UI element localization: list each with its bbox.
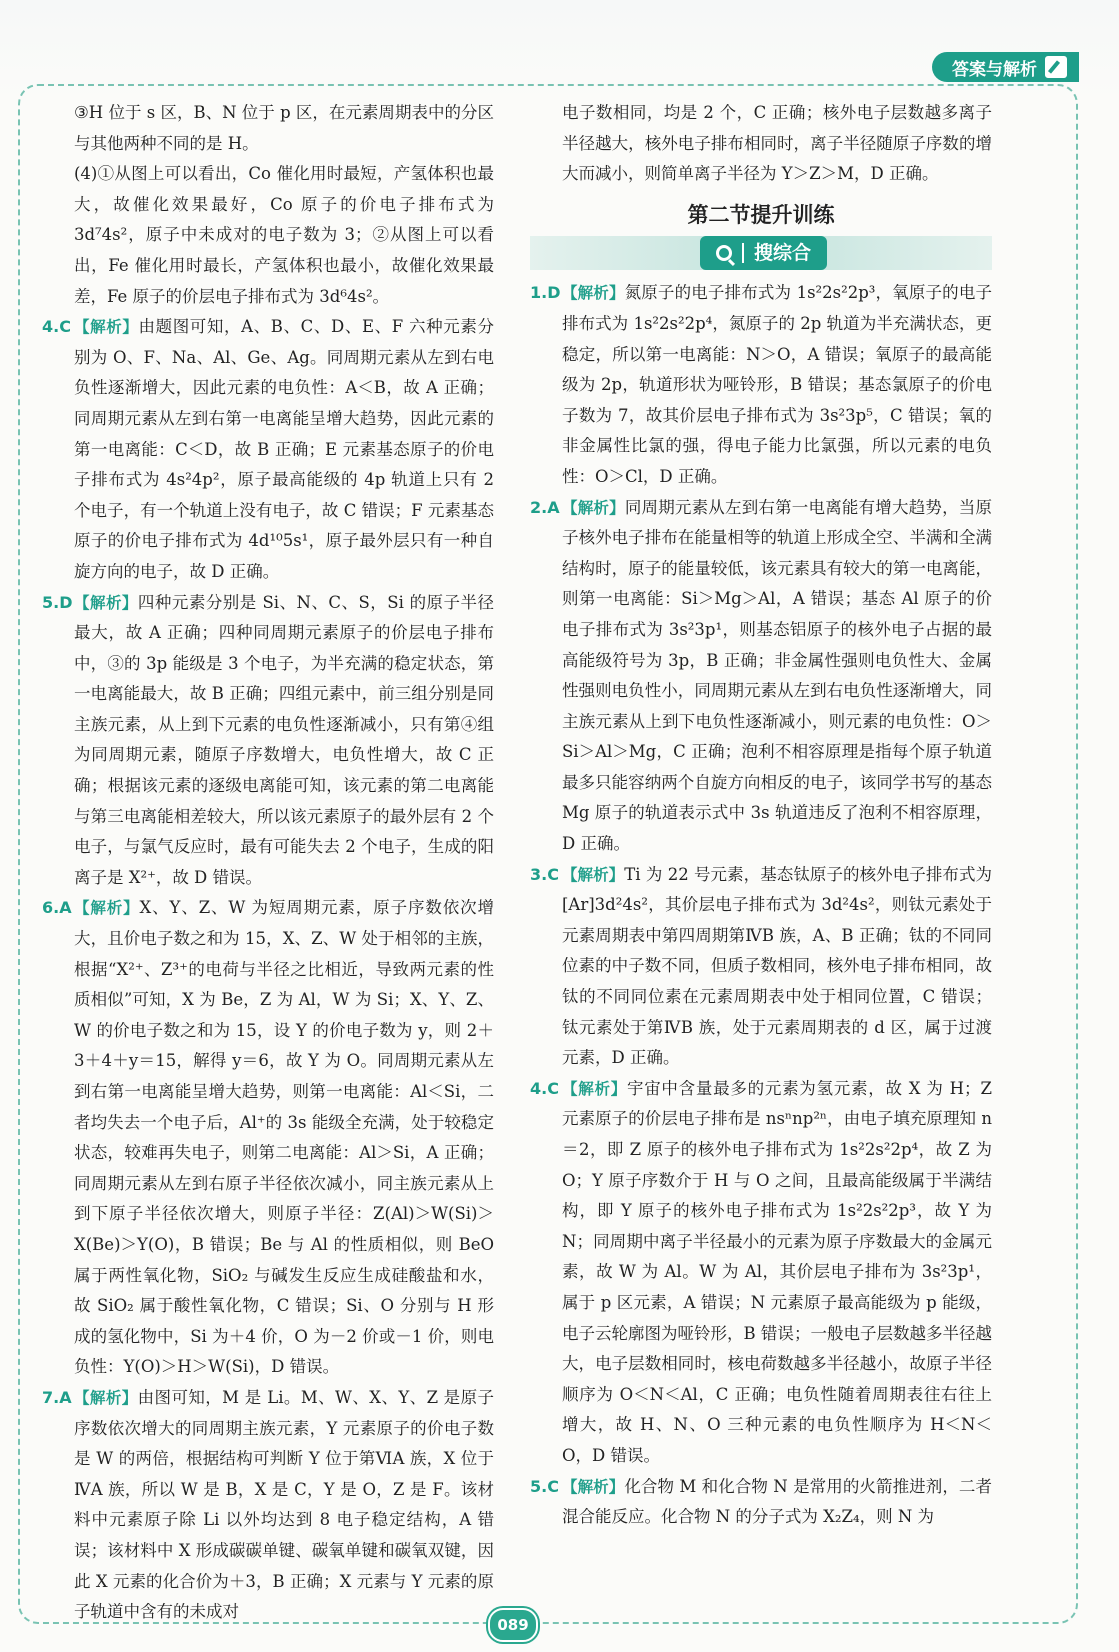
analysis-tag: 【解析】 [562, 1477, 625, 1496]
item-number: 4.C [530, 1078, 559, 1098]
analysis-tag: 【解析】 [74, 318, 139, 337]
analysis-tag: 【解析】 [562, 865, 625, 884]
analysis-tag: 【解析】 [562, 498, 625, 517]
search-icon [716, 245, 732, 261]
answer-item-5 [530, 1472, 992, 1533]
section-badge [700, 236, 827, 270]
item-text: 化合物 M 和化合物 N 是常用的火箭推进剂，二者混合能反应。化合物 N 的分子式为 X₂Z₄，则 N 为 [562, 1476, 992, 1527]
item-text: 由图可知，M 是 Li。M、W、X、Y、Z 是原子序数依次增大的同周期主族元素，Y 元素原子的价电子数是 W 的两倍，根据结构可判断 Y 位于第ⅥA 族，X 位于ⅣA 族，所以 W 是 B，X 是 C，Y 是 O，Z 是 F。该材料中元素原子除 Li 以外均达到 8 电子稳定结构，A 错误；该材料中 X 形成碳碳单键、碳氧单键和碳氧双键，因此 X 元素的化合价为＋3，B 正确；X 元素与 Y 元素的原子轨道中含有的未成对 [74, 1387, 494, 1622]
answer-item-7 [42, 1383, 494, 1628]
item-number: 5.D [42, 592, 73, 612]
badge-divider [742, 243, 744, 263]
edit-icon [1045, 56, 1067, 78]
item-number: 4.C [42, 317, 71, 337]
right-paragraph-1: 电子数相同，均是 2 个，C 正确；核外电子层数越多离子半径越大，核外电子排布相同时，离子半径随原子序数的增大而减小，则简单离子半径为 Y＞Z＞M，D 正确。 [562, 103, 992, 184]
item-text: 由题图可知，A、B、C、D、E、F 六种元素分别为 O、F、Na、Al、Ge、Ag。同周期元素从左到右电负性逐渐增大，因此元素的电负性：A＜B，故 A 正确；同周期元素从左到右第一电离能呈增大趋势，因此元素的第一电离能：C＜D，故 B 正确；E 元素基态原子的价电子排布式为 4s²4p²，原子最高能级的 4p 轨道上只有 2 个电子，有一个轨道上没有电子，故 C 错误；F 元素基态原子的价电子排布式为 4d¹⁰5s¹，原子最外层只有一种自旋方向的电子，故 D 正确。 [74, 317, 494, 581]
item-number: 6.A [42, 898, 72, 918]
answer-item-6 [42, 893, 494, 1383]
section-label: 搜综合 [754, 242, 812, 265]
item-number: 7.A [42, 1387, 72, 1407]
section-title: 第二节提升训练 [687, 202, 835, 227]
analysis-tag: 【解析】 [562, 284, 625, 303]
answer-item-1 [530, 278, 992, 492]
item-text: Ti 为 22 号元素，基态钛原子的核外电子排布式为[Ar]3d²4s²，其价层电子排布式为 3d²4s²，则钛元素处于元素周期表中第四周期第ⅣB 族，A、B 正确；钛的不同同位素的中子数不同，但质子数相同，核外电子排布相同，故钛的不同同位素在元素周期表中处于相同位置，C 错误；钛元素处于第ⅣB 族，处于元素周期表的 d 区，属于过渡元素，D 正确。 [562, 864, 992, 1068]
section-banner [530, 236, 992, 270]
tab-label: 答案与解析 [952, 59, 1037, 80]
answer-item-5 [42, 588, 494, 894]
answer-item-4 [42, 312, 494, 587]
item-text: 氮原子的电子排布式为 1s²2s²2p³，氧原子的电子排布式为 1s²2s²2p⁴，氮原子的 2p 轨道为半充满状态，更稳定，所以第一电离能：N＞O，A 错误；氧原子的最高能级为 2p，轨道形状为哑铃形，B 错误；基态氯原子的价电子数为 7，故其价层电子排布式为 3s²3p⁵，C 错误；氧的非金属性比氯的强，得电子能力比氯强，所以元素的电负性：O＞Cl，D 正确。 [562, 283, 992, 486]
item-text: X、Y、Z、W 为短周期元素，原子序数依次增大，且价电子数之和为 15，X、Z、W 处于相邻的主族，根据“X²⁺、Z³⁺的电荷与半径之比相近，导致两元素的性质相似”可知，X 为 Be，Z 为 Al，W 为 Si；X、Y、Z、W 的价电子数之和为 15，设 Y 的价电子数为 y，则 2＋3＋4＋y＝15，解得 y＝6，故 Y 为 O。同周期元素从左到右第一电离能呈增大趋势，则第一电离能：Al＜Si，二者均失去一个电子后，Al⁺的 3s 能级全充满，处于较稳定状态，较难再失电子，则第二电离能：Al＞Si，A 正确；同周期元素从左到右原子半径依次减小，同主族元素从上到下原子半径依次增大，则原子半径：Z(Al)＞W(Si)＞X(Be)＞Y(O)，B 错误；Be 与 Al 的性质相似，则 BeO 属于两性氧化物，SiO₂ 与碱发生反应生成硅酸盐和水，故 SiO₂ 属于酸性氧化物，C 错误；Si、O 分别与 H 形成的氢化物中，Si 为＋4 价，O 为－2 价或－1 价，则电负性：Y(O)＞H＞W(Si)，D 错误。 [74, 898, 494, 1377]
item-number: 1.D [530, 283, 561, 303]
analysis-tag: 【解析】 [74, 1388, 138, 1407]
analysis-tag: 【解析】 [74, 899, 140, 918]
item-number: 2.A [530, 497, 560, 517]
left-paragraph-2: (4)①从图上可以看出，Co 催化用时最短，产氢体积也最大，故催化效果最好，Co 原子的价电子排布式为 3d⁷4s²，原子中未成对的电子数为 3；②从图上可以看出，Fe 催化用时最长，产氢体积也最小，故催化效果最差，Fe 原子的价层电子排布式为 3d⁶4s²。 [74, 164, 494, 306]
answer-analysis-tab [932, 52, 1079, 82]
answer-item-2 [530, 493, 992, 860]
item-number: 5.C [530, 1476, 559, 1496]
item-text: 四种元素分别是 Si、N、C、S，Si 的原子半径最大，故 A 正确；四种同周期元素原子的价层电子排布中，③的 3p 能级是 3 个电子，为半充满的稳定状态，第一电离能最大，故 B 正确；四组元素中，前三组分别是同主族元素，从上到下元素的电负性逐渐减小，只有第④组为同周期元素，随原子序数增大，电负性增大，故 C 正确；根据该元素的逐级电离能可知，该元素的第二电离能与第三电离能相差较大，所以该元素原子的最外层有 2 个电子，与氯气反应时，最有可能失去 2 个电子，生成的阳离子是 X²⁺，故 D 错误。 [74, 592, 494, 887]
answer-item-3 [530, 860, 992, 1074]
answer-item-4 [530, 1074, 992, 1472]
item-number: 3.C [530, 864, 559, 884]
item-text: 宇宙中含量最多的元素为氢元素，故 X 为 H；Z 元素原子的价层电子排布是 nsⁿnp²ⁿ，由电子填充原理知 n＝2，即 Z 原子的核外电子排布式为 1s²2s²2p⁴，故 Z 为 O；Y 原子序数介于 H 与 O 之间，且最高能级属于半满结构，即 Y 原子的核外电子排布式为 1s²2s²2p³，故 Y 为 N；同周期中离子半径最小的元素为原子序数最大的金属元素，故 W 为 Al。W 为 Al，其价层电子排布为 3s²3p¹，属于 p 区元素，A 错误；N 元素原子最高能级为 p 能级，电子云轮廓图为哑铃形，B 错误；一般电子层数越多半径越大，电子层数相同时，核电荷数越多半径越小，故原子半径顺序为 O＜N＜Al，C 正确；电负性随着周期表往右往上增大，故 H、N、O 三种元素的电负性顺序为 H＜N＜O，D 错误。 [562, 1078, 992, 1465]
left-paragraph-1: ③H 位于 s 区，B、N 位于 p 区，在元素周期表中的分区与其他两种不同的是 H。 [74, 103, 494, 153]
analysis-tag: 【解析】 [562, 1079, 627, 1098]
item-text: 同周期元素从左到右第一电离能有增大趋势，当原子核外电子排布在能量相等的轨道上形成全空、半满和全满结构时，原子的能量较低，该元素具有较大的第一电离能，则第一电离能：Si＞Mg＞Al，A 错误；基态 Al 原子的价电子排布式为 3s²3p¹，则基态铝原子的核外电子占据的最高能级符号为 3p，B 正确；非金属性强则电负性大、金属性强则电负性小，同周期元素从左到右电负性逐渐增大，同主族元素从上到下电负性逐渐减小，则元素的电负性：O＞Si＞Al＞Mg，C 正确；泡利不相容原理是指每个原子轨道最多只能容纳两个自旋方向相反的电子，该同学书写的基态 Mg 原子的轨道表示式中 3s 轨道违反了泡利不相容原理，D 正确。 [562, 497, 992, 854]
analysis-tag: 【解析】 [74, 593, 138, 612]
left-column [42, 98, 494, 1628]
page-number: 089 [488, 1608, 538, 1642]
right-column [530, 98, 992, 1533]
